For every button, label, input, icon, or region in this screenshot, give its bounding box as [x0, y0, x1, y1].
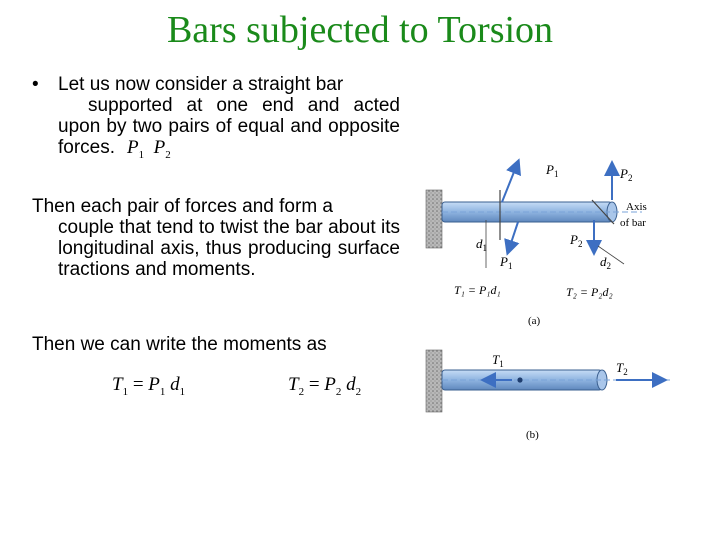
eq2-lhs: T [288, 374, 299, 395]
equation-t2 [288, 374, 361, 398]
figure-b [426, 350, 670, 441]
bullet-line-2-text: supported at one end and acted upon by two pairs of equal and opposite forces. [58, 95, 400, 158]
inline-forces [127, 137, 171, 161]
label-t1: $T_1$ [492, 352, 504, 369]
caption-b: (b) [526, 429, 539, 441]
bullet-point [32, 74, 400, 166]
inline-p1-sub: 1 [138, 148, 145, 161]
label-t2: $T_2$ [616, 360, 628, 377]
arrow-p1-down [508, 222, 518, 252]
eq-a-left: T₁ = P₁d₁ [454, 283, 501, 297]
bullet-dot: • [32, 74, 39, 95]
eq1-lhs: T [112, 374, 123, 395]
slide-title: Bars subjected to Torsion [166, 9, 554, 51]
label-p1-bottom: $P_1$ [500, 254, 513, 271]
eq1-equals: = [128, 374, 149, 395]
arrow-p1-up [502, 162, 518, 202]
paragraph-moments: Then we can write the moments as [32, 334, 327, 355]
wall-b [426, 350, 442, 412]
para1-line-1: Then each pair of forces and form a [32, 196, 333, 217]
eq1-d: d [165, 374, 180, 395]
label-p1-top: $P_1$ [546, 162, 559, 179]
eq2-lhs-sub: 2 [298, 385, 305, 398]
label-p2-top: $P_2$ [620, 166, 633, 183]
caption-a: (a) [528, 315, 541, 327]
inline-p1: P [127, 137, 139, 158]
eq2-d-sub: 2 [355, 385, 362, 398]
inline-p2-sub: 2 [165, 148, 171, 161]
eq2-p: P [324, 374, 336, 395]
eq1-p: P [148, 374, 160, 395]
eq2-p-sub: 2 [335, 385, 342, 398]
label-axis: Axis [626, 201, 647, 213]
eq1-p-sub: 1 [159, 385, 166, 398]
eq2-equals: = [304, 374, 325, 395]
eq1-d-sub: 1 [179, 385, 186, 398]
label-d2: $d_2$ [600, 254, 611, 271]
wall-a [426, 190, 442, 248]
bullet-line-2 [58, 95, 400, 166]
torsion-figure [420, 150, 690, 470]
eq1-lhs-sub: 1 [122, 385, 129, 398]
paragraph-couple [32, 196, 400, 280]
bullet-line-1: Let us now consider a straight bar [58, 74, 344, 95]
eq-a-right: T₂ = P₂d₂ [566, 285, 613, 299]
label-d1: $d_1$ [476, 236, 487, 253]
para1-rest: couple that tend to twist the bar about its longitudinal axis, thus producing surface tractions and moments. [58, 217, 400, 280]
equation-t1 [112, 374, 185, 398]
eq2-d: d [341, 374, 356, 395]
figure-a [426, 162, 647, 327]
label-p2-mid: $P_2$ [570, 232, 583, 249]
torque-dot [517, 377, 522, 382]
bullet-text [58, 74, 400, 166]
label-of-bar: of bar [620, 217, 646, 229]
inline-p2: P [153, 137, 166, 158]
